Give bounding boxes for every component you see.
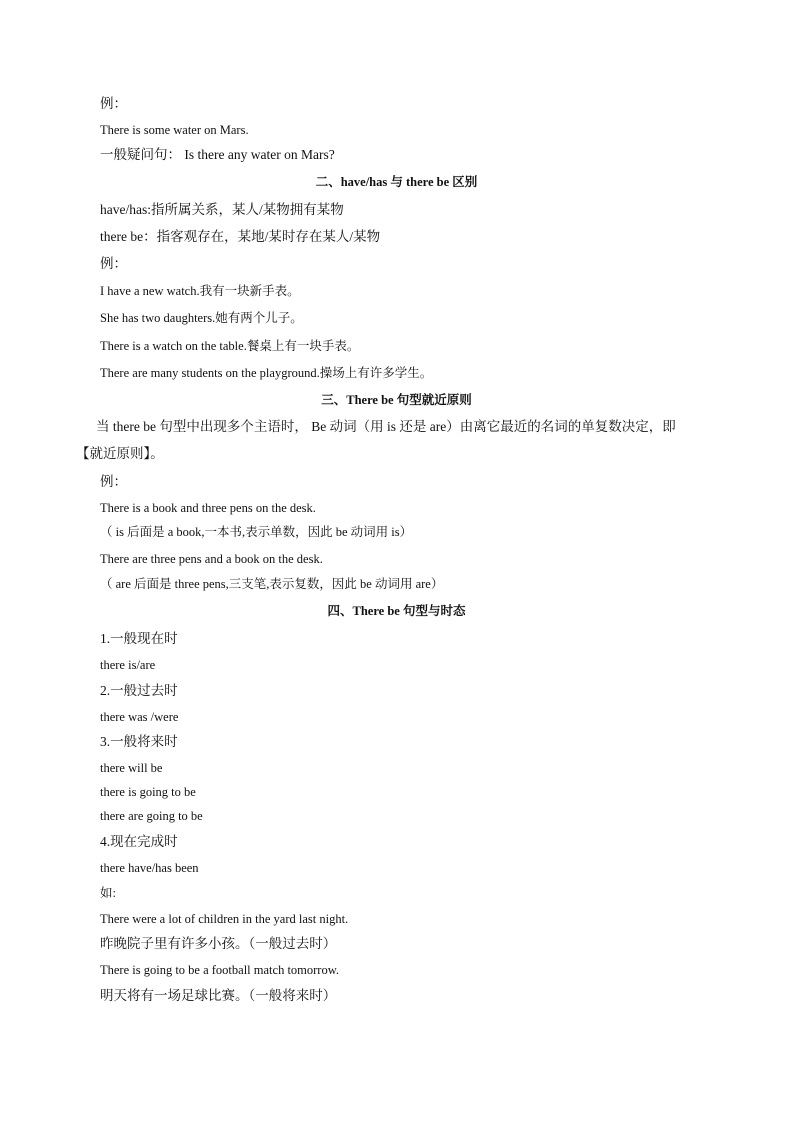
example-sentence: There are many students on the playground.操场上有许多学生。 xyxy=(100,366,433,380)
section-heading-3: 三、There be 句型就近原则 xyxy=(321,393,472,407)
example-translation: 明天将有一场足球比赛。（一般将来时） xyxy=(100,988,337,1003)
tense-title: 2.一般过去时 xyxy=(100,683,178,698)
definition-there-be: there be：指客观存在，某地/某时存在某人/某物 xyxy=(100,229,381,244)
example-sentence: There were a lot of children in the yard last night. xyxy=(100,912,349,926)
tense-form: there is going to be xyxy=(100,785,196,799)
tense-title: 1.一般现在时 xyxy=(100,631,178,646)
section-heading-2: 二、have/has 与 there be 区别 xyxy=(315,175,478,189)
example-label: 例： xyxy=(100,96,127,111)
example-explanation: （ are 后面是 three pens,三支笔,表示复数，因此 be 动词用 are） xyxy=(100,577,444,591)
tense-form: there have/has been xyxy=(100,861,199,875)
question-example: 一般疑问句： Is there any water on Mars? xyxy=(100,147,335,162)
example-label: 例： xyxy=(100,256,127,271)
tense-form: there is/are xyxy=(100,658,156,672)
example-explanation: （ is 后面是 a book,一本书,表示单数，因此 be 动词用 is） xyxy=(100,525,413,539)
tense-form: there will be xyxy=(100,761,163,775)
example-label: 例： xyxy=(100,474,127,489)
tense-title: 3.一般将来时 xyxy=(100,734,178,749)
example-sentence: There are three pens and a book on the desk. xyxy=(100,552,323,566)
tense-form: there was /were xyxy=(100,710,179,724)
example-sentence: There is going to be a football match tomorrow. xyxy=(100,963,340,977)
rule-paragraph-continued: 【就近原则】。 xyxy=(76,446,164,461)
example-translation: 昨晚院子里有许多小孩。（一般过去时） xyxy=(100,936,337,951)
example-sentence: There is some water on Mars. xyxy=(100,123,249,137)
example-sentence: I have a new watch.我有一块新手表。 xyxy=(100,284,300,298)
tense-form: there are going to be xyxy=(100,809,203,823)
section-heading-4: 四、There be 句型与时态 xyxy=(327,604,466,618)
rule-paragraph: 当 there be 句型中出现多个主语时， Be 动词（用 is 还是 are）由离它最近的名词的单复数决定，即 xyxy=(96,419,676,434)
tense-title: 4.现在完成时 xyxy=(100,834,178,849)
example-sentence: There is a watch on the table.餐桌上有一块手表。 xyxy=(100,339,360,353)
example-sentence: There is a book and three pens on the desk. xyxy=(100,501,316,515)
example-sentence: She has two daughters.她有两个儿子。 xyxy=(100,311,303,325)
definition-have: have/has:指所属关系，某人/某物拥有某物 xyxy=(100,202,344,217)
example-label: 如: xyxy=(100,886,116,900)
